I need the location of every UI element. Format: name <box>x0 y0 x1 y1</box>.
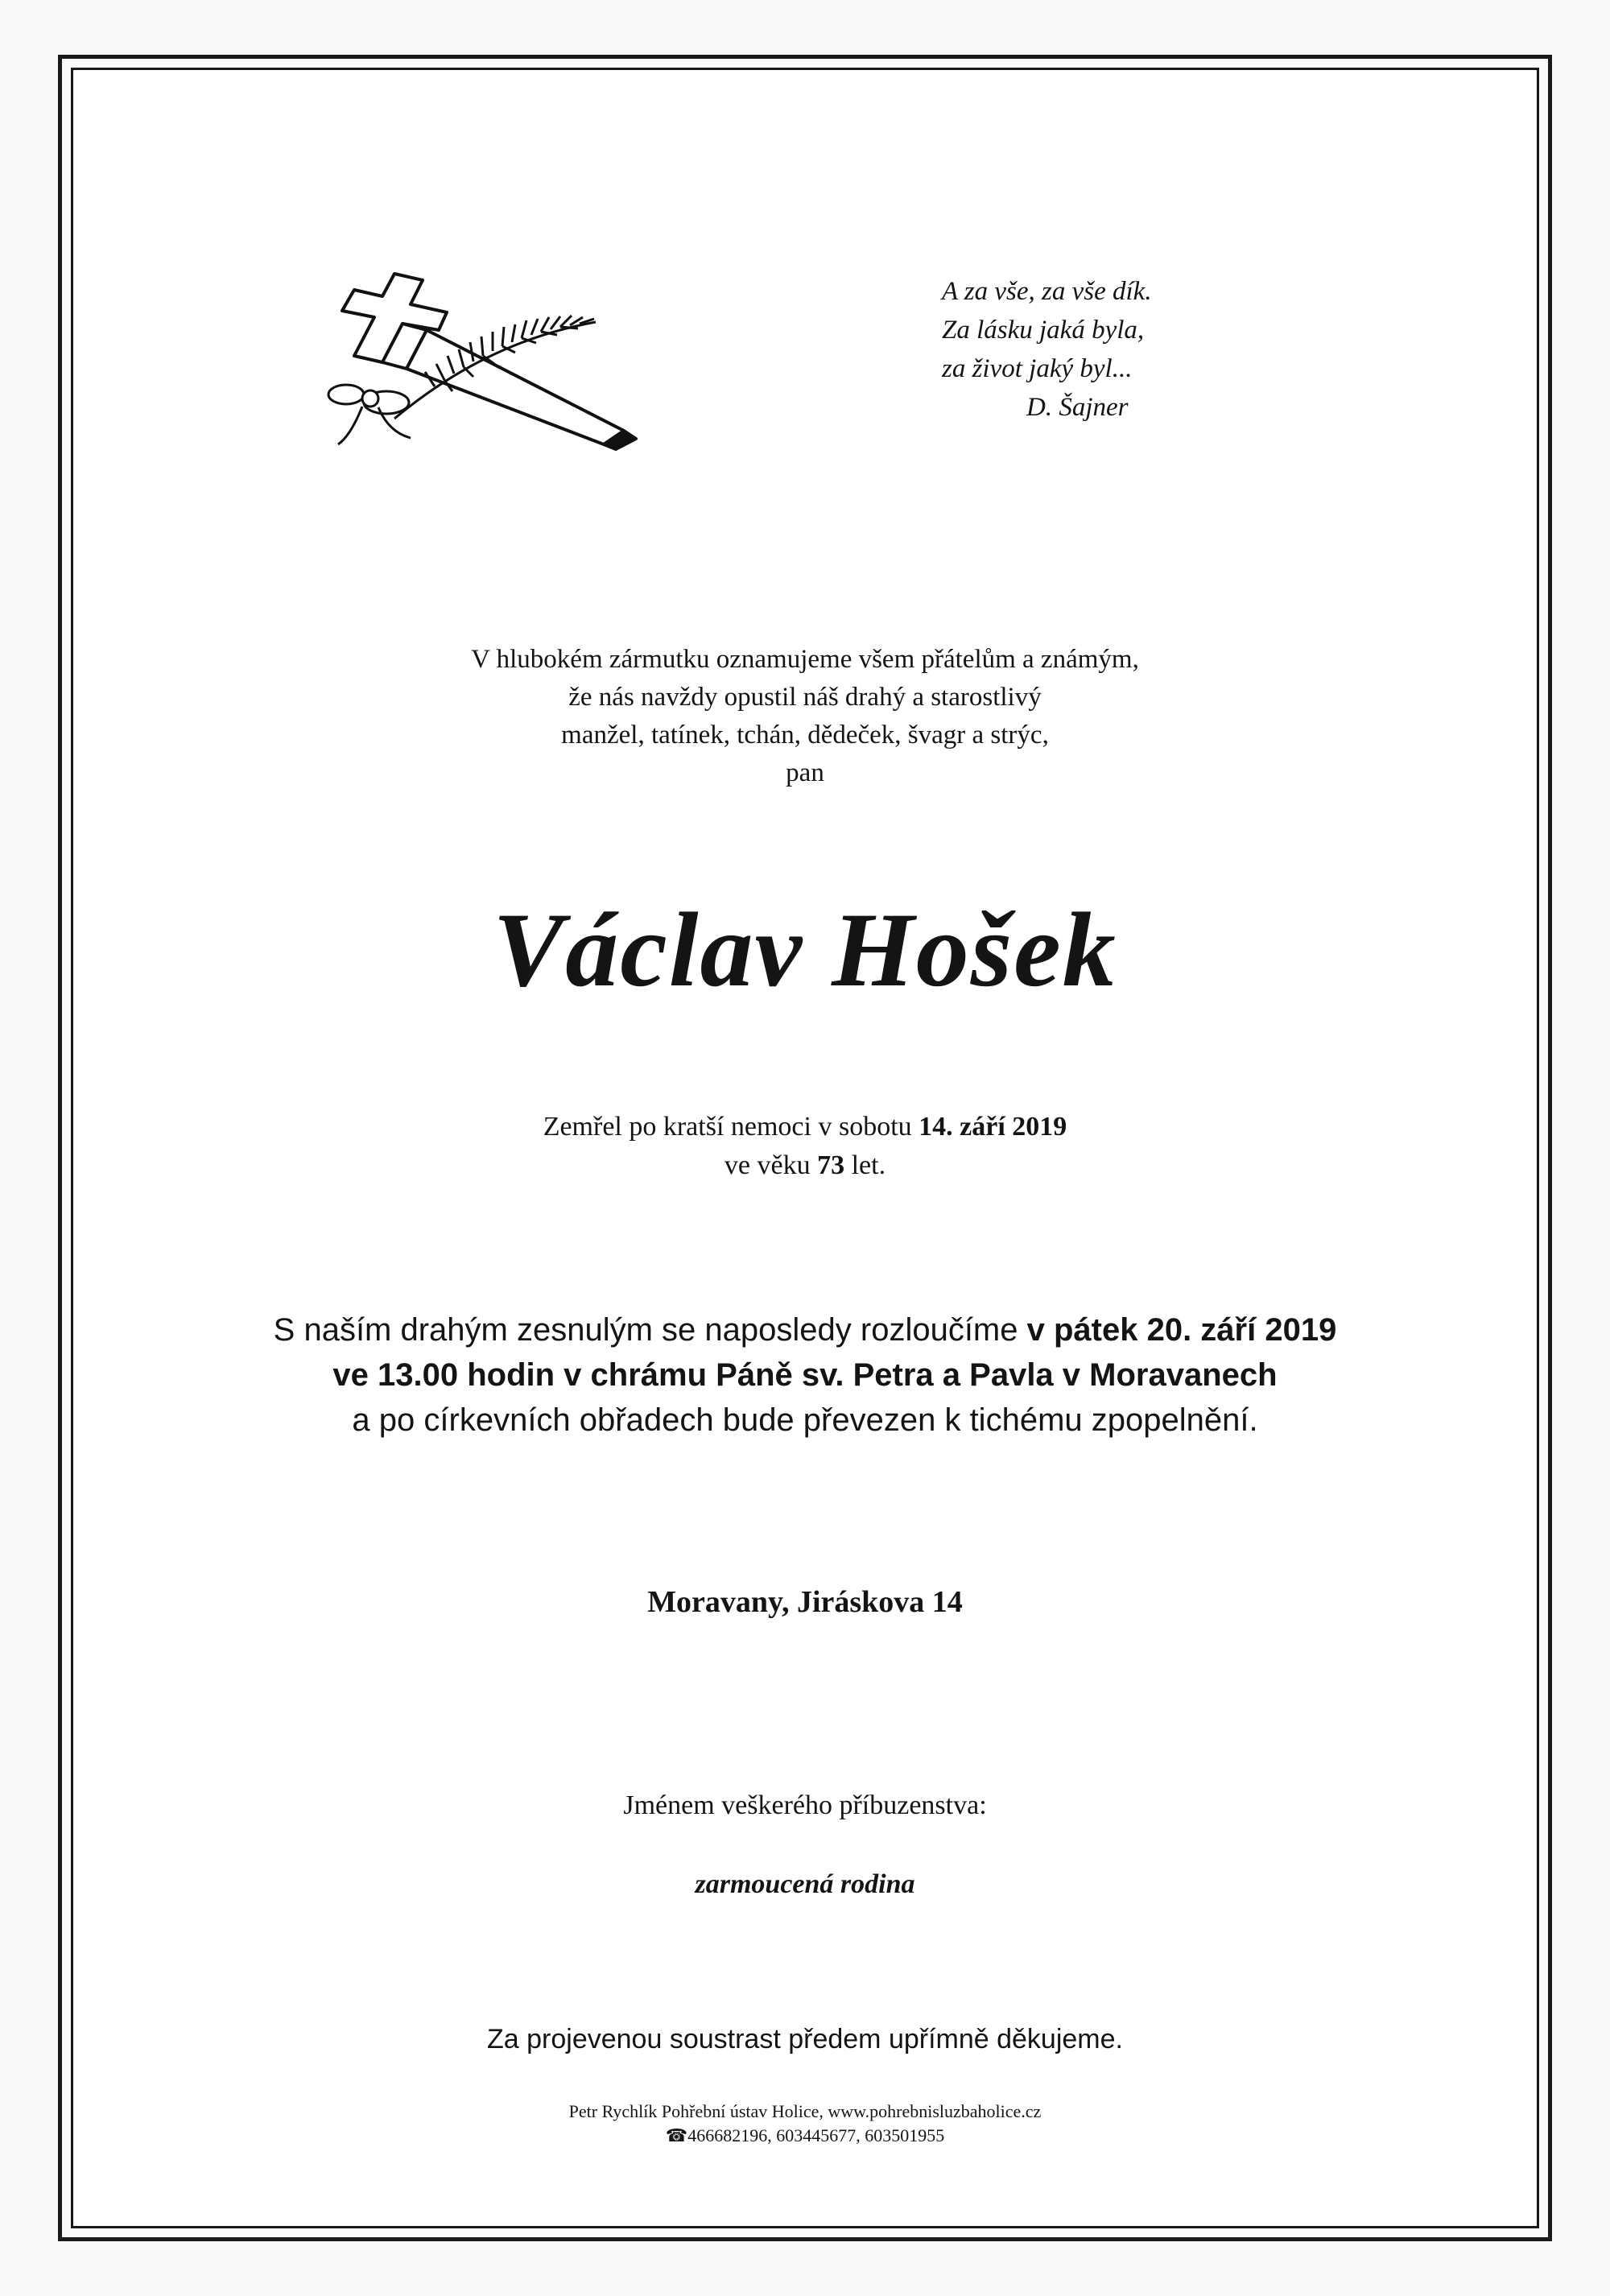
phone-icon: ☎ <box>665 2125 688 2145</box>
death-date-line <box>0 1108 1610 1146</box>
deceased-name: Václav Hošek <box>493 890 1117 1009</box>
funeral-date: v pátek 20. září 2019 <box>1026 1312 1337 1348</box>
death-text: Zemřel po kratší nemoci v sobotu <box>543 1112 919 1142</box>
age-prefix: ve věku <box>724 1150 818 1180</box>
funeral-line <box>0 1307 1610 1352</box>
quote-line: Za lásku jaká byla, <box>942 316 1145 345</box>
age-suffix: let. <box>844 1150 886 1180</box>
quote-author: D. Šajner <box>1026 393 1129 422</box>
family-signature: zarmoucená rodina <box>695 1869 915 1899</box>
funeral-info <box>0 1307 1610 1443</box>
footer-line: Petr Rychlík Pohřební ústav Holice, www.pohrebnisluzbaholice.cz <box>568 2101 1042 2121</box>
intro-line: manžel, tatínek, tchán, dědeček, švagr a strýc, <box>561 721 1049 750</box>
funeral-place <box>0 1352 1610 1398</box>
footer-phones-line <box>0 2124 1610 2148</box>
quote-block <box>942 272 1344 427</box>
intro-line: V hlubokém zármutku oznamujeme všem přátelům a známým, <box>471 645 1139 674</box>
age-value: 73 <box>817 1150 845 1180</box>
funeral-cremation: a po církevních obřadech bude převezen k tichému zpopelnění. <box>352 1402 1258 1438</box>
funeral-service-footer <box>0 2100 1610 2148</box>
family-intro: Jménem veškerého příbuzenstva: <box>623 1790 987 1820</box>
cross-with-palm-icon <box>306 266 708 451</box>
thanks-line: Za projevenou soustrast předem upřímně děkujeme. <box>487 2024 1123 2054</box>
footer-phones: 466682196, 603445677, 603501955 <box>687 2125 945 2145</box>
death-info <box>0 1108 1610 1185</box>
funeral-text: S naším drahým zesnulým se naposledy rozloučíme <box>273 1312 1027 1348</box>
death-date: 14. září 2019 <box>919 1112 1067 1142</box>
funeral-place-text: ve 13.00 hodin v chrámu Páně sv. Petra a Pavla v Moravanech <box>332 1357 1278 1393</box>
quote-line: za život jaký byl... <box>942 354 1133 383</box>
announcement-intro <box>0 641 1610 792</box>
address: Moravany, Jiráskova 14 <box>647 1585 963 1619</box>
age-line <box>0 1146 1610 1185</box>
quote-line: A za vše, za vše dík. <box>942 277 1152 306</box>
intro-line: že nás navždy opustil náš drahý a starostlivý <box>568 683 1042 712</box>
intro-line: pan <box>786 758 824 787</box>
